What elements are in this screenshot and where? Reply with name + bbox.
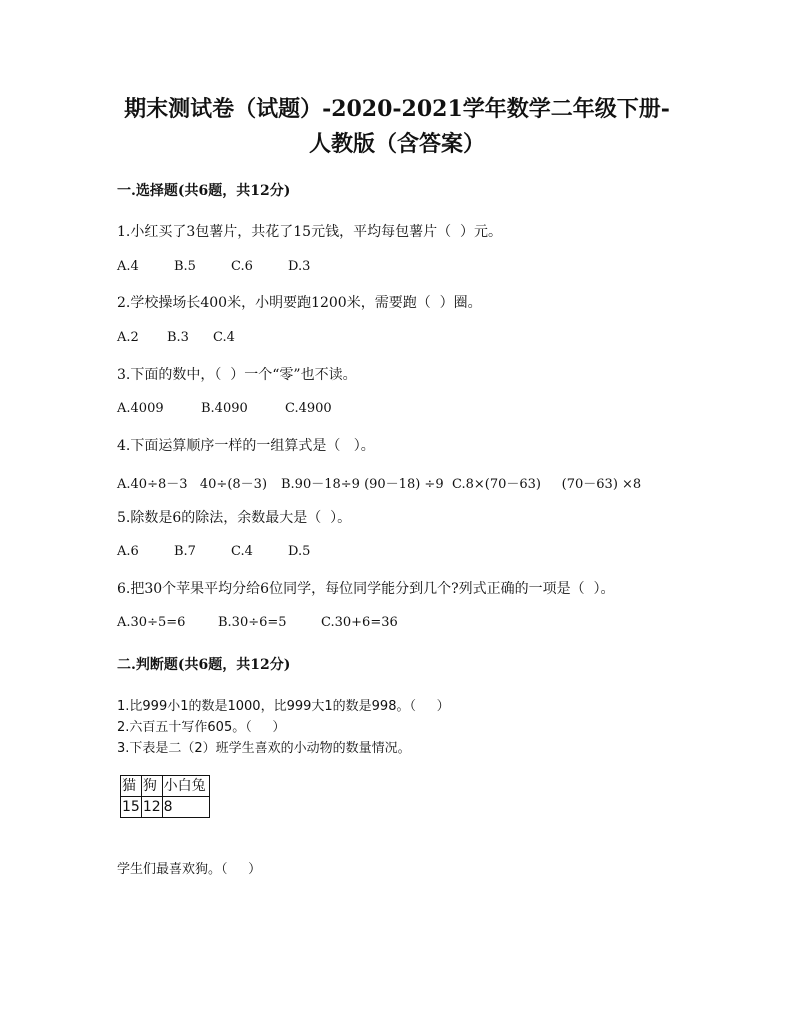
question-2-3-statement: 学生们最喜欢狗。（ ） <box>117 862 262 877</box>
option-1-6-b: B.30÷6=5 <box>218 615 287 630</box>
option-1-2-b: B.3 <box>167 330 189 345</box>
option-1-1-d: D.3 <box>288 259 311 274</box>
question-2-2: 2.六百五十写作605。（ ） <box>117 720 286 735</box>
table-cell: 8 <box>162 797 209 818</box>
option-1-3-a: A.4009 <box>117 401 164 416</box>
option-1-3-b: B.4090 <box>201 401 248 416</box>
section-1-heading: 一.选择题(共6题，共12分) <box>117 183 291 199</box>
option-1-4-c: C.8×(70－63) (70－63) ×8 <box>452 477 642 492</box>
option-1-4-b: B.90－18÷9 (90－18) ÷9 <box>281 477 444 492</box>
option-1-1-c: C.6 <box>231 259 253 274</box>
question-1-6: 6.把30个苹果平均分给6位同学，每位同学能分到几个?列式正确的一项是（ ）。 <box>117 581 615 597</box>
question-2-3: 3.下表是二（2）班学生喜欢的小动物的数量情况。 <box>117 741 411 756</box>
option-1-1-a: A.4 <box>117 259 139 274</box>
question-1-1: 1.小红买了3包薯片，共花了15元钱，平均每包薯片（ ）元。 <box>117 224 502 240</box>
table-header-cell: 小白兔 <box>162 776 209 797</box>
option-1-2-a: A.2 <box>117 330 139 345</box>
section-2-heading: 二.判断题(共6题，共12分) <box>117 657 291 673</box>
question-1-3: 3.下面的数中，（ ）一个“零”也不读。 <box>117 367 357 383</box>
question-1-5: 5.除数是6的除法，余数最大是（ ）。 <box>117 510 352 526</box>
option-1-2-c: C.4 <box>213 330 235 345</box>
option-1-1-b: B.5 <box>174 259 196 274</box>
question-1-2: 2.学校操场长400米，小明要跑1200米，需要跑（ ）圈。 <box>117 295 482 311</box>
option-1-5-d: D.5 <box>288 544 311 559</box>
animal-preference-table <box>120 775 210 818</box>
option-1-4-a: A.40÷8－3 40÷(8－3) <box>117 477 268 492</box>
table-cell: 15 <box>121 797 142 818</box>
table-header-row <box>121 776 210 797</box>
option-1-3-c: C.4900 <box>285 401 332 416</box>
table-cell: 12 <box>141 797 162 818</box>
question-2-1: 1.比999小1的数是1000，比999大1的数是998。（ ） <box>117 699 450 714</box>
option-1-5-b: B.7 <box>174 544 196 559</box>
exam-title-line-2: 人教版（含答案） <box>308 131 485 157</box>
table-header-cell: 猫 <box>121 776 142 797</box>
table-row <box>121 797 210 818</box>
option-1-5-c: C.4 <box>231 544 253 559</box>
exam-title-line-1: 期末测试卷（试题）-2020-2021学年数学二年级下册- <box>124 96 670 122</box>
table-header-cell: 狗 <box>141 776 162 797</box>
option-1-6-c: C.30+6=36 <box>321 615 398 630</box>
question-1-4: 4.下面运算顺序一样的一组算式是（ ）。 <box>117 438 375 454</box>
option-1-6-a: A.30÷5=6 <box>117 615 186 630</box>
option-1-5-a: A.6 <box>117 544 139 559</box>
